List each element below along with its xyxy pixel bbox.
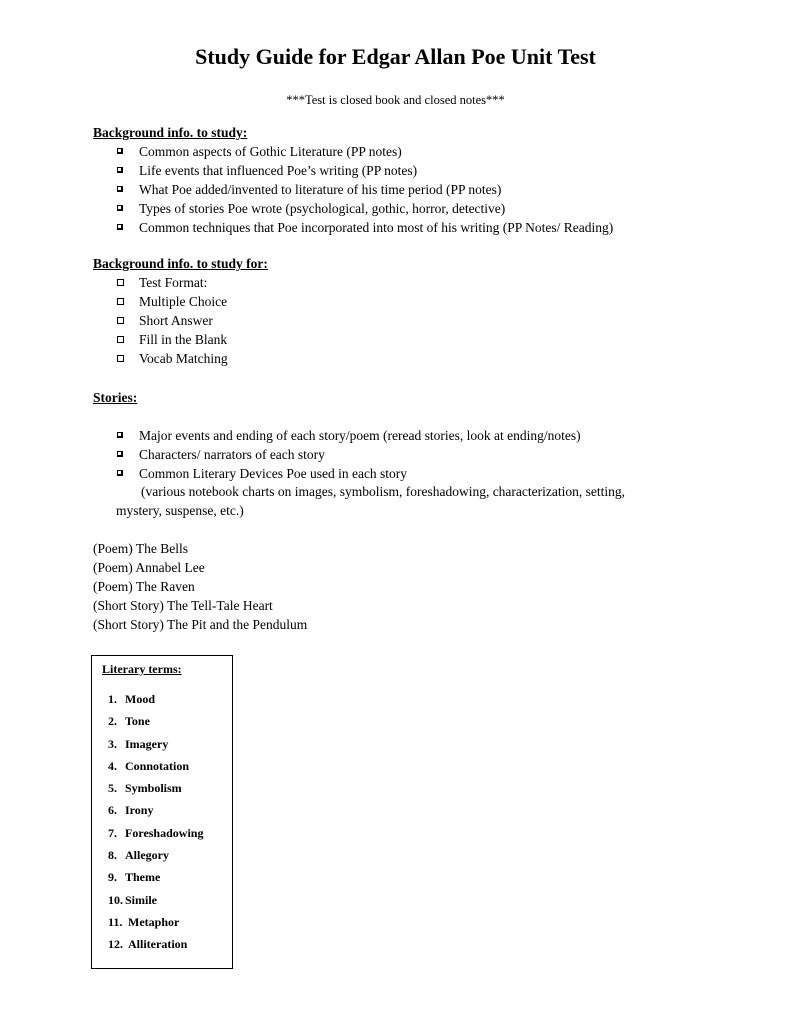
- open-square-bullet-icon: [117, 298, 124, 305]
- section-heading-stories: Stories:: [93, 390, 138, 405]
- term-text: Connotation: [125, 758, 190, 773]
- term-item: [108, 777, 203, 799]
- list-item: [115, 349, 228, 368]
- open-square-bullet-icon: [117, 279, 124, 286]
- note-line: mystery, suspense, etc.): [116, 503, 244, 518]
- term-number: 4.: [108, 758, 117, 773]
- literary-devices-note: [93, 482, 625, 520]
- work-item: (Short Story) The Tell-Tale Heart: [93, 598, 273, 613]
- list-item-text: What Poe added/invented to literature of his time period (PP notes): [139, 182, 502, 197]
- checkbox-bullet-icon: [117, 148, 123, 154]
- term-item: [108, 866, 203, 888]
- literary-terms-list: [108, 688, 203, 956]
- list-item-text: Vocab Matching: [139, 351, 228, 366]
- checkbox-bullet-icon: [117, 186, 123, 192]
- list-item: [115, 426, 581, 445]
- document-title: Study Guide for Edgar Allan Poe Unit Test: [195, 44, 596, 69]
- works-list: [93, 539, 307, 634]
- term-item: [108, 911, 203, 933]
- term-text: Theme: [125, 870, 161, 885]
- checkbox-bullet-icon: [117, 451, 123, 457]
- term-item: [108, 733, 203, 755]
- term-number: 1.: [108, 692, 117, 706]
- note-line: (various notebook charts on images, symbolism, foreshadowing, characterization, setting,: [141, 484, 626, 499]
- stories-list: [115, 426, 581, 483]
- term-text: Allegory: [125, 848, 169, 863]
- term-item: [108, 889, 203, 911]
- open-square-bullet-icon: [117, 355, 124, 362]
- term-number: 11.: [108, 914, 123, 929]
- list-item: [115, 311, 228, 330]
- term-item: [108, 688, 203, 710]
- term-text: Tone: [125, 714, 150, 729]
- term-text: Irony: [125, 803, 154, 818]
- literary-terms-box: [91, 655, 233, 969]
- list-item: [115, 180, 613, 199]
- document-subtitle: ***Test is closed book and closed notes***: [286, 93, 505, 107]
- term-number: 12.: [108, 937, 123, 952]
- list-item-text: Characters/ narrators of each story: [139, 447, 325, 462]
- list-item-text: Common techniques that Poe incorporated into most of his writing (PP Notes/ Reading): [139, 220, 614, 235]
- term-number: 6.: [108, 803, 117, 818]
- term-item: [108, 822, 203, 844]
- term-text: Foreshadowing: [125, 825, 204, 840]
- work-item: (Poem) The Raven: [93, 579, 195, 594]
- term-text: Imagery: [125, 736, 169, 751]
- term-item: [108, 710, 203, 732]
- list-item-text: Fill in the Blank: [139, 332, 228, 347]
- checkbox-bullet-icon: [117, 167, 123, 173]
- list-item: [115, 142, 613, 161]
- term-item: [108, 933, 203, 955]
- list-item: [115, 218, 613, 237]
- list-item: [115, 273, 228, 292]
- literary-terms-heading: Literary terms:: [102, 662, 182, 676]
- list-item-text: Common Literary Devices Poe used in each story: [139, 466, 408, 481]
- term-number: 2.: [108, 714, 117, 729]
- checkbox-bullet-icon: [117, 470, 123, 476]
- term-number: 3.: [108, 736, 117, 751]
- work-item: (Poem) The Bells: [93, 541, 188, 556]
- checkbox-bullet-icon: [117, 205, 123, 211]
- list-item: [115, 464, 581, 483]
- term-text: Mood: [125, 692, 155, 706]
- term-text: Symbolism: [125, 781, 182, 796]
- work-item: (Poem) Annabel Lee: [93, 560, 205, 575]
- list-item: [115, 445, 581, 464]
- term-text: Simile: [125, 892, 157, 907]
- term-item: [108, 844, 203, 866]
- open-square-bullet-icon: [117, 336, 124, 343]
- section-heading-background-study-for: Background info. to study for:: [93, 256, 268, 271]
- list-item: [115, 292, 228, 311]
- list-item-text: Multiple Choice: [139, 294, 228, 309]
- list-item-text: Short Answer: [139, 313, 213, 328]
- section-heading-background-study: Background info. to study:: [93, 125, 248, 140]
- list-item-text: Types of stories Poe wrote (psychological, gothic, horror, detective): [139, 201, 506, 216]
- term-number: 9.: [108, 870, 117, 885]
- work-item: (Short Story) The Pit and the Pendulum: [93, 617, 308, 632]
- term-number: 10.: [108, 892, 123, 907]
- list-item: [115, 199, 613, 218]
- checkbox-bullet-icon: [117, 432, 123, 438]
- background-study-list: [115, 142, 613, 237]
- term-text: Metaphor: [128, 914, 180, 929]
- term-text: Alliteration: [128, 937, 188, 952]
- list-item-text: Life events that influenced Poe’s writing (PP notes): [139, 163, 418, 178]
- list-item: [115, 161, 613, 180]
- list-item-text: Test Format:: [139, 275, 208, 290]
- term-number: 7.: [108, 825, 117, 840]
- term-number: 5.: [108, 781, 117, 796]
- term-item: [108, 755, 203, 777]
- test-format-list: [115, 273, 228, 368]
- list-item: [115, 330, 228, 349]
- term-item: [108, 799, 203, 821]
- list-item-text: Common aspects of Gothic Literature (PP notes): [139, 144, 402, 159]
- checkbox-bullet-icon: [117, 224, 123, 230]
- list-item-text: Major events and ending of each story/poem (reread stories, look at ending/notes): [139, 428, 581, 443]
- term-number: 8.: [108, 848, 117, 863]
- open-square-bullet-icon: [117, 317, 124, 324]
